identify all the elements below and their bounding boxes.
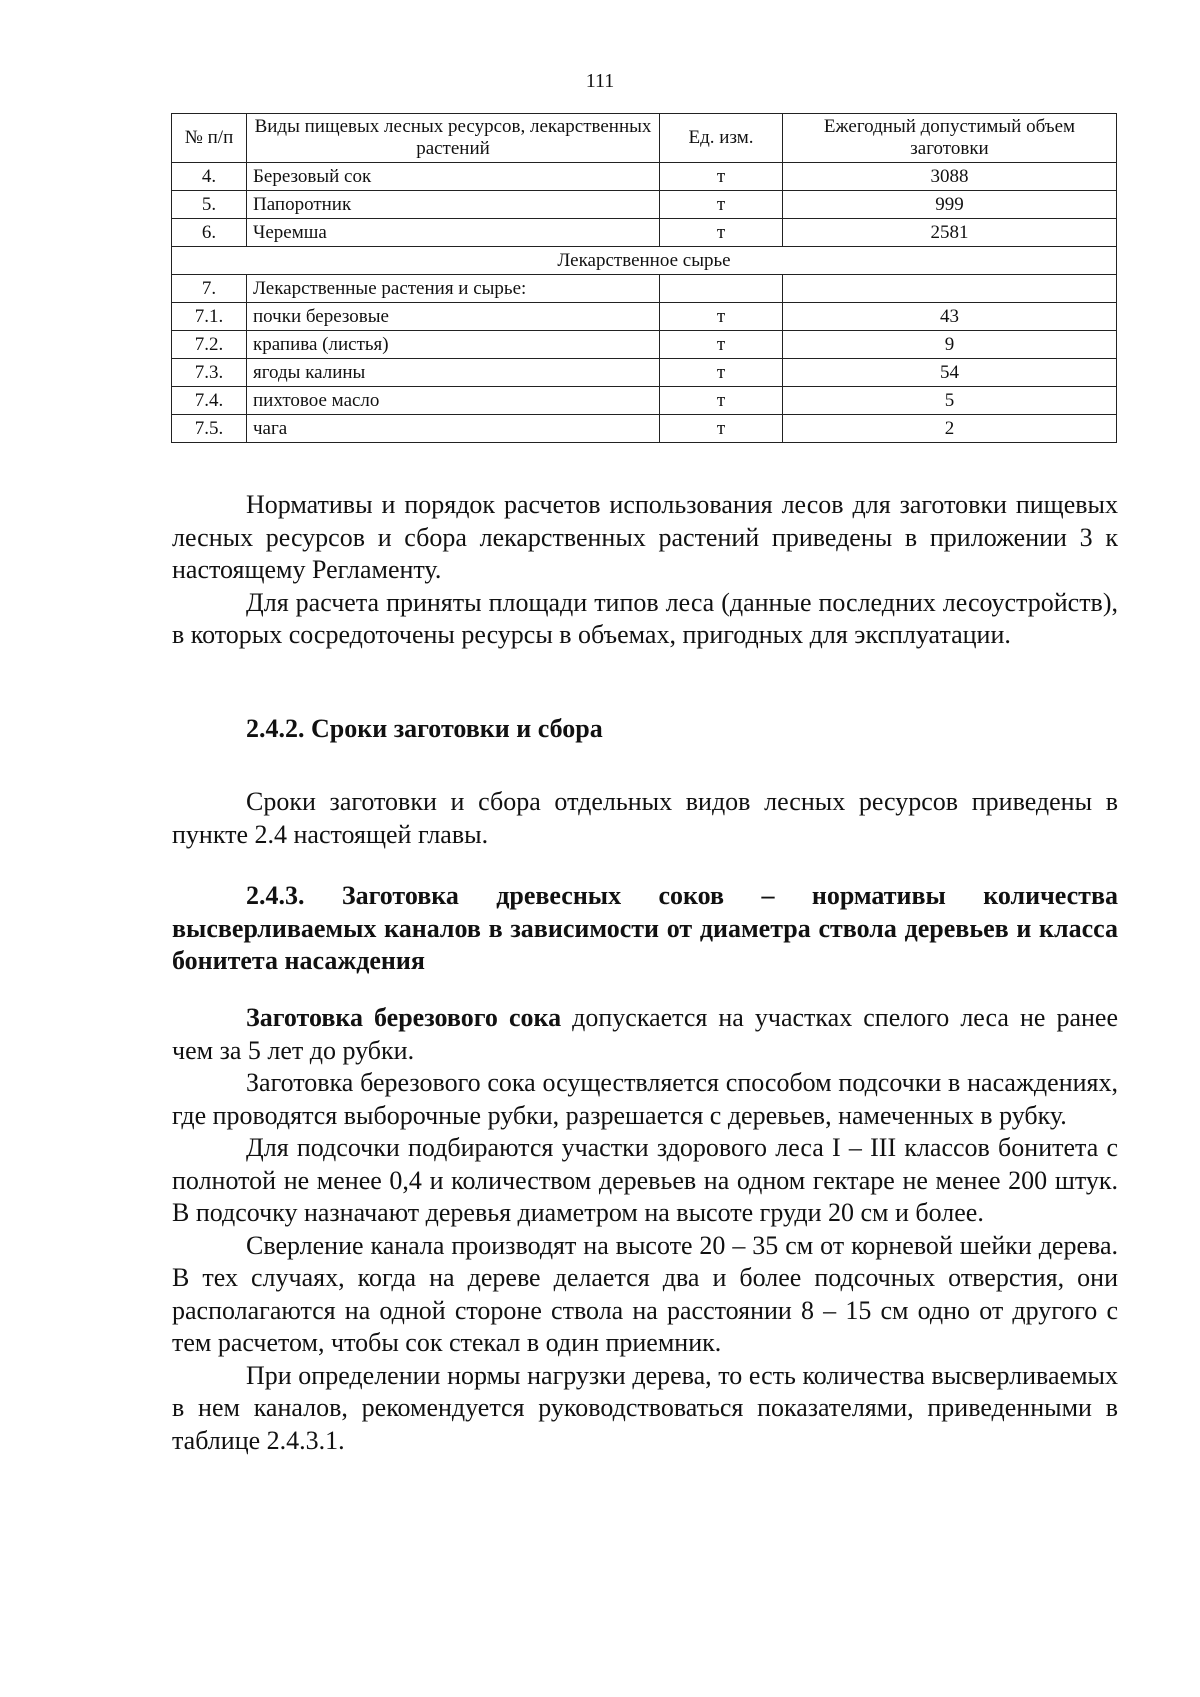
paragraph: При определении нормы нагрузки дерева, то есть количества высверливаемых в нем каналов, рекомендуется руководствоваться показателями, приведенными в таблице 2.4.3.1. [172, 1360, 1118, 1455]
paragraph-rest: допускается на участках спелого леса не ранее чем за 5 лет до рубки. [172, 1003, 1118, 1065]
cell-name: Черемша [247, 219, 660, 247]
cell-volume: 54 [783, 359, 1117, 387]
cell-unit: т [660, 163, 783, 191]
cell-volume: 3088 [783, 163, 1117, 191]
cell-unit: т [660, 303, 783, 331]
cell-num: 7.2. [172, 331, 247, 359]
cell-unit: т [660, 191, 783, 219]
table-row [172, 163, 1117, 191]
cell-unit: т [660, 415, 783, 443]
cell-volume [783, 275, 1117, 303]
paragraph: Сроки заготовки и сбора отдельных видов лесных ресурсов приведены в пункте 2.4 настоящей главы. [172, 787, 1118, 849]
table-row [172, 219, 1117, 247]
cell-name: крапива (листья) [247, 331, 660, 359]
table-section-row [172, 247, 1117, 275]
paragraph: Для расчета приняты площади типов леса (данные последних лесоустройств), в которых сосредоточены ресурсы в объемах, пригодных для эксплуатации. [172, 587, 1118, 649]
header-unit: Ед. изм. [660, 114, 783, 163]
section-heading-2-4-2: 2.4.2. Сроки заготовки и сбора [246, 714, 603, 743]
paragraph [172, 1002, 1118, 1067]
terms-text-block [172, 786, 1118, 851]
norms-text-block [172, 489, 1118, 652]
cell-volume: 43 [783, 303, 1117, 331]
header-name: Виды пищевых лесных ресурсов, лекарственных растений [247, 114, 660, 163]
header-volume: Ежегодный допустимый объем заготовки [783, 114, 1117, 163]
cell-volume: 999 [783, 191, 1117, 219]
paragraph: Заготовка березового сока осуществляется способом подсочки в насаждениях, где проводятся выборочные рубки, разрешается с деревьев, намеченных в рубку. [172, 1068, 1118, 1130]
paragraph: Сверление канала производят на высоте 20 – 35 см от корневой шейки дерева. В тех случаях, когда на дереве делается два и более подсочных отверстия, они располагаются на одной стороне ствола на расстоянии 8 – 15 см одно от другого с тем расчетом, чтобы сок стекал в один приемник. [172, 1230, 1118, 1357]
cell-num: 5. [172, 191, 247, 219]
cell-unit: т [660, 387, 783, 415]
cell-name: Березовый сок [247, 163, 660, 191]
paragraph: Для подсочки подбираются участки здорового леса I – III классов бонитета с полнотой не менее 0,4 и количеством деревьев на одном гектаре не менее 200 штук. В подсочку назначают деревья диаметром на высоте груди 20 см и более. [172, 1133, 1118, 1227]
cell-num: 6. [172, 219, 247, 247]
table-row [172, 387, 1117, 415]
cell-volume: 5 [783, 387, 1117, 415]
table-row [172, 359, 1117, 387]
section-title: Лекарственное сырье [172, 247, 1117, 275]
cell-num: 7.5. [172, 415, 247, 443]
resources-table [171, 113, 1117, 443]
cell-volume: 9 [783, 331, 1117, 359]
cell-num: 7.1. [172, 303, 247, 331]
cell-unit [660, 275, 783, 303]
cell-name: почки березовые [247, 303, 660, 331]
table-row [172, 275, 1117, 303]
table-row [172, 331, 1117, 359]
cell-name: пихтовое масло [247, 387, 660, 415]
cell-unit: т [660, 219, 783, 247]
bold-lead: Заготовка березового сока [246, 1003, 562, 1032]
cell-unit: т [660, 331, 783, 359]
table-header-row [172, 114, 1117, 163]
cell-volume: 2 [783, 415, 1117, 443]
cell-name: Лекарственные растения и сырье: [247, 275, 660, 303]
table-row [172, 303, 1117, 331]
cell-num: 7.4. [172, 387, 247, 415]
paragraph: Нормативы и порядок расчетов использования лесов для заготовки пищевых лесных ресурсов и сбора лекарственных растений приведены в приложении 3 к настоящему Регламенту. [172, 490, 1118, 584]
table-row [172, 415, 1117, 443]
cell-num: 4. [172, 163, 247, 191]
cell-name: чага [247, 415, 660, 443]
cell-num: 7.3. [172, 359, 247, 387]
table-row [172, 191, 1117, 219]
cell-unit: т [660, 359, 783, 387]
page-number: 111 [585, 70, 615, 92]
cell-volume: 2581 [783, 219, 1117, 247]
cell-name: Папоротник [247, 191, 660, 219]
cell-num: 7. [172, 275, 247, 303]
cell-name: ягоды калины [247, 359, 660, 387]
header-num: № п/п [172, 114, 247, 163]
section-heading-2-4-3: 2.4.3. Заготовка древесных соков – нормативы количества высверливаемых каналов в зависимости от диаметра ствола деревьев и класса бонитета насаждения [172, 881, 1118, 975]
birch-sap-text-block [172, 1002, 1118, 1457]
